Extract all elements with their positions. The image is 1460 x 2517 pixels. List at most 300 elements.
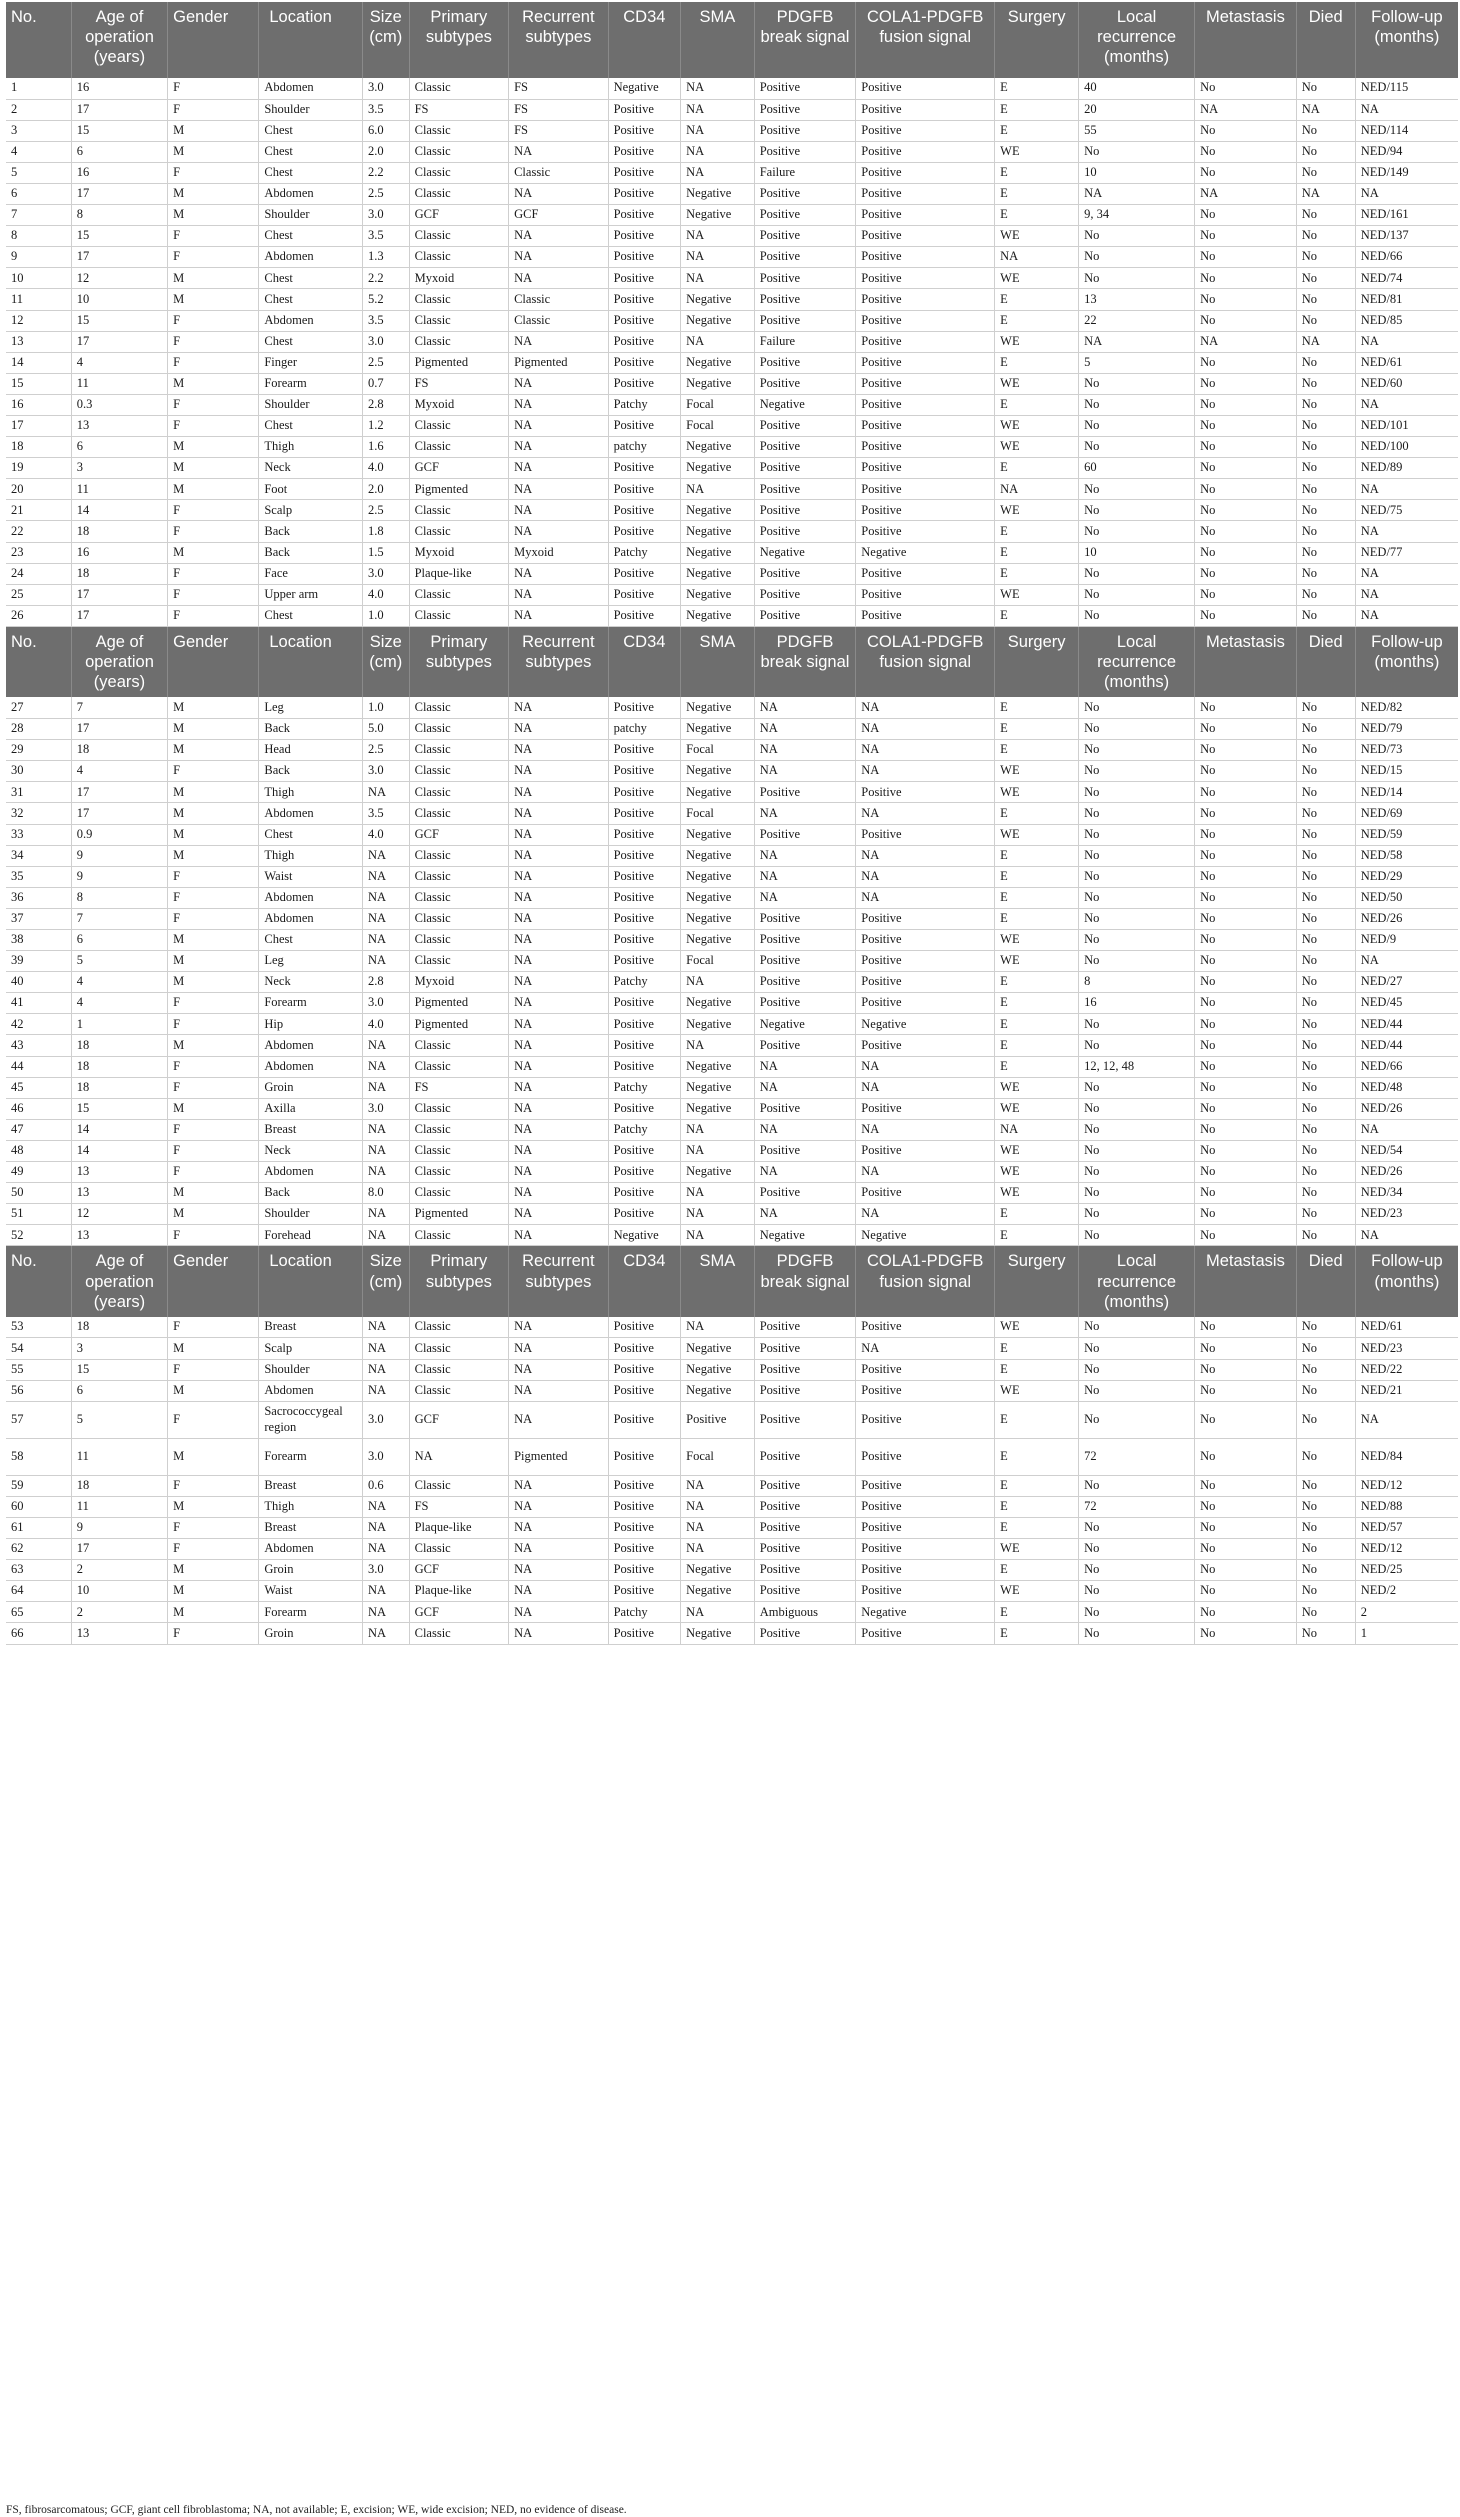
table-cell: Plaque-like [409, 563, 508, 584]
table-cell: NA [409, 1438, 508, 1475]
table-cell: 21 [6, 500, 71, 521]
table-cell: Ambiguous [754, 1602, 856, 1623]
table-cell: NA [1355, 1401, 1458, 1438]
table-cell: NA [856, 1056, 995, 1077]
table-cell: 49 [6, 1162, 71, 1183]
table-row [6, 458, 1458, 479]
table-row [6, 740, 1458, 761]
table-cell: F [168, 1077, 259, 1098]
table-cell: M [168, 719, 259, 740]
table-cell: GCF [409, 1602, 508, 1623]
table-cell: Forearm [259, 373, 363, 394]
table-cell: Chest [259, 226, 363, 247]
table-cell: 11 [71, 1438, 167, 1475]
table-cell: WE [995, 1162, 1079, 1183]
table-cell: Positive [754, 205, 856, 226]
table-cell: Positive [608, 183, 681, 204]
table-cell: WE [995, 761, 1079, 782]
table-cell: NA [509, 1056, 608, 1077]
table-cell: Positive [608, 205, 681, 226]
table-cell: 8 [1079, 972, 1195, 993]
table-cell: 1.6 [362, 437, 409, 458]
table-cell: Neck [259, 972, 363, 993]
table-cell: NED/115 [1355, 78, 1458, 99]
table-cell: No [1079, 1602, 1195, 1623]
table-cell: 4 [71, 761, 167, 782]
table-cell: Negative [681, 521, 755, 542]
table-cell: NA [681, 162, 755, 183]
table-cell: F [168, 761, 259, 782]
clinical-data-table [6, 2, 1458, 1645]
table-cell: No [1195, 1140, 1297, 1161]
table-cell: No [1195, 437, 1297, 458]
table-cell: 10 [1079, 542, 1195, 563]
table-cell: WE [995, 437, 1079, 458]
table-cell: M [168, 697, 259, 718]
table-cell: Negative [681, 352, 755, 373]
table-cell: Positive [608, 247, 681, 268]
table-cell: Classic [409, 719, 508, 740]
table-cell: Patchy [608, 972, 681, 993]
table-cell: Positive [608, 951, 681, 972]
table-cell: Positive [608, 887, 681, 908]
table-cell: Positive [856, 1438, 995, 1475]
table-cell: No [1296, 289, 1355, 310]
table-cell: NA [681, 1035, 755, 1056]
table-cell: Classic [409, 183, 508, 204]
table-cell: No [1195, 951, 1297, 972]
column-header: COLA1-PDGFB fusion signal [856, 1246, 995, 1317]
table-cell: 6.0 [362, 120, 409, 141]
table-cell: No [1079, 761, 1195, 782]
table-cell: NA [362, 951, 409, 972]
table-cell: NA [856, 1338, 995, 1359]
table-cell: 64 [6, 1581, 71, 1602]
table-cell: NA [856, 1204, 995, 1225]
table-cell: F [168, 605, 259, 626]
table-cell: No [1195, 866, 1297, 887]
table-cell: NED/85 [1355, 310, 1458, 331]
table-row [6, 1496, 1458, 1517]
table-cell: NA [1355, 394, 1458, 415]
table-cell: Pigmented [509, 352, 608, 373]
table-cell: No [1079, 373, 1195, 394]
table-cell: Positive [856, 1359, 995, 1380]
table-cell: 9, 34 [1079, 205, 1195, 226]
table-cell: 4 [71, 972, 167, 993]
table-cell: Positive [856, 1560, 995, 1581]
table-cell: Positive [856, 824, 995, 845]
table-cell: 3 [71, 458, 167, 479]
table-cell: NA [681, 1602, 755, 1623]
table-cell: Abdomen [259, 1380, 363, 1401]
table-cell: Positive [856, 1496, 995, 1517]
table-cell: M [168, 373, 259, 394]
table-cell: NA [509, 416, 608, 437]
table-cell: Negative [681, 782, 755, 803]
table-cell: Positive [608, 1056, 681, 1077]
table-cell: NA [509, 866, 608, 887]
table-cell: NA [509, 479, 608, 500]
table-cell: NA [754, 719, 856, 740]
column-header: Primary subtypes [409, 1246, 508, 1317]
table-cell: WE [995, 331, 1079, 352]
table-cell: M [168, 845, 259, 866]
table-cell: 2 [71, 1560, 167, 1581]
table-cell: Classic [409, 782, 508, 803]
table-cell: Positive [754, 1380, 856, 1401]
table-cell: Focal [681, 740, 755, 761]
table-row [6, 500, 1458, 521]
table-cell: Positive [754, 908, 856, 929]
table-cell: Positive [754, 458, 856, 479]
table-cell: WE [995, 1380, 1079, 1401]
column-header: Gender [168, 626, 259, 697]
table-cell: NA [509, 740, 608, 761]
table-cell: NA [509, 1162, 608, 1183]
table-cell: F [168, 394, 259, 415]
table-cell: 3.0 [362, 205, 409, 226]
table-cell: No [1296, 1475, 1355, 1496]
table-cell: E [995, 1359, 1079, 1380]
table-cell: M [168, 1183, 259, 1204]
table-cell: Negative [681, 1581, 755, 1602]
table-cell: 4.0 [362, 584, 409, 605]
table-cell: WE [995, 373, 1079, 394]
table-cell: No [1079, 1359, 1195, 1380]
table-cell: No [1195, 1204, 1297, 1225]
table-cell: 44 [6, 1056, 71, 1077]
column-header: Age of operation (years) [71, 1246, 167, 1317]
table-cell: NA [754, 740, 856, 761]
table-cell: Positive [754, 782, 856, 803]
table-cell: Negative [754, 542, 856, 563]
table-cell: 60 [1079, 458, 1195, 479]
table-cell: Positive [754, 141, 856, 162]
table-cell: 1 [6, 78, 71, 99]
table-cell: Focal [681, 394, 755, 415]
table-cell: No [1296, 972, 1355, 993]
table-cell: Positive [608, 1496, 681, 1517]
table-cell: No [1079, 1560, 1195, 1581]
table-cell: Negative [681, 1380, 755, 1401]
table-cell: Classic [509, 289, 608, 310]
table-cell: 47 [6, 1119, 71, 1140]
table-cell: Thigh [259, 845, 363, 866]
table-cell: No [1296, 1225, 1355, 1246]
table-cell: NA [1195, 183, 1297, 204]
table-cell: No [1296, 162, 1355, 183]
table-cell: Groin [259, 1077, 363, 1098]
table-cell: M [168, 437, 259, 458]
table-cell: NA [509, 1014, 608, 1035]
table-cell: M [168, 1338, 259, 1359]
table-cell: 2.5 [362, 740, 409, 761]
table-cell: Positive [608, 416, 681, 437]
column-header: PDGFB break signal [754, 1246, 856, 1317]
table-cell: No [1195, 1475, 1297, 1496]
table-cell: 17 [71, 1539, 167, 1560]
table-cell: Shoulder [259, 1359, 363, 1380]
table-cell: No [1195, 226, 1297, 247]
table-row [6, 1204, 1458, 1225]
table-cell: Positive [856, 1475, 995, 1496]
table-cell: 48 [6, 1140, 71, 1161]
table-cell: NED/22 [1355, 1359, 1458, 1380]
table-cell: WE [995, 1140, 1079, 1161]
table-cell: NA [509, 247, 608, 268]
table-cell: Positive [856, 1140, 995, 1161]
table-cell: NA [362, 1623, 409, 1644]
table-cell: No [1195, 563, 1297, 584]
table-cell: 8.0 [362, 1183, 409, 1204]
table-cell: 24 [6, 563, 71, 584]
table-cell: NA [362, 1517, 409, 1538]
table-cell: 55 [6, 1359, 71, 1380]
table-cell: 13 [71, 1183, 167, 1204]
table-cell: Positive [608, 1623, 681, 1644]
table-cell: No [1195, 352, 1297, 373]
table-cell: F [168, 1539, 259, 1560]
table-cell: F [168, 1140, 259, 1161]
table-cell: NED/54 [1355, 1140, 1458, 1161]
table-cell: 55 [1079, 120, 1195, 141]
table-cell: Classic [409, 1225, 508, 1246]
column-header: No. [6, 2, 71, 78]
table-cell: E [995, 394, 1079, 415]
table-cell: NED/12 [1355, 1539, 1458, 1560]
table-cell: 10 [71, 1581, 167, 1602]
table-cell: F [168, 1359, 259, 1380]
table-cell: 13 [71, 416, 167, 437]
table-cell: 2.5 [362, 183, 409, 204]
table-cell: No [1296, 951, 1355, 972]
table-cell: No [1195, 605, 1297, 626]
table-cell: NA [509, 1517, 608, 1538]
table-cell: Pigmented [409, 1204, 508, 1225]
column-header: SMA [681, 2, 755, 78]
table-cell: Forearm [259, 993, 363, 1014]
table-cell: Classic [409, 247, 508, 268]
table-cell: NED/48 [1355, 1077, 1458, 1098]
table-cell: NA [1195, 331, 1297, 352]
table-row [6, 782, 1458, 803]
column-header: Follow-up (months) [1355, 2, 1458, 78]
table-cell: 8 [6, 226, 71, 247]
table-cell: NA [856, 719, 995, 740]
table-cell: Positive [856, 437, 995, 458]
table-cell: No [1195, 1183, 1297, 1204]
header-row [6, 1246, 1458, 1317]
table-cell: NA [754, 1119, 856, 1140]
table-cell: No [1195, 740, 1297, 761]
table-cell: 15 [71, 226, 167, 247]
table-cell: Pigmented [409, 993, 508, 1014]
table-cell: NA [362, 1056, 409, 1077]
table-cell: Positive [856, 500, 995, 521]
table-cell: No [1195, 1602, 1297, 1623]
table-cell: Positive [754, 1401, 856, 1438]
table-cell: No [1079, 500, 1195, 521]
table-cell: 18 [71, 521, 167, 542]
table-cell: Positive [856, 226, 995, 247]
table-cell: Positive [608, 1359, 681, 1380]
table-cell: Positive [754, 521, 856, 542]
table-row [6, 584, 1458, 605]
table-cell: Positive [856, 972, 995, 993]
table-cell: NA [362, 1119, 409, 1140]
table-cell: M [168, 479, 259, 500]
table-cell: No [1296, 78, 1355, 99]
table-cell: 2.0 [362, 479, 409, 500]
table-cell: NA [681, 1517, 755, 1538]
column-header: Died [1296, 1246, 1355, 1317]
table-cell: No [1195, 761, 1297, 782]
table-cell: Positive [608, 331, 681, 352]
table-cell: E [995, 458, 1079, 479]
table-cell: No [1296, 1056, 1355, 1077]
table-cell: 72 [1079, 1496, 1195, 1517]
column-header: No. [6, 626, 71, 697]
table-cell: F [168, 866, 259, 887]
table-cell: No [1195, 1581, 1297, 1602]
table-cell: NA [509, 226, 608, 247]
table-row [6, 719, 1458, 740]
table-cell: No [1296, 205, 1355, 226]
column-header: Metastasis [1195, 626, 1297, 697]
table-cell: 2.8 [362, 394, 409, 415]
table-cell: No [1195, 1225, 1297, 1246]
table-cell: 18 [6, 437, 71, 458]
table-cell: Chest [259, 605, 363, 626]
table-cell: No [1296, 1359, 1355, 1380]
table-cell: 5.0 [362, 719, 409, 740]
table-cell: NED/14 [1355, 782, 1458, 803]
table-cell: Positive [754, 479, 856, 500]
table-cell: NA [995, 1119, 1079, 1140]
table-cell: F [168, 908, 259, 929]
table-cell: No [1296, 719, 1355, 740]
table-cell: Positive [608, 521, 681, 542]
table-cell: 2.5 [362, 352, 409, 373]
table-cell: Classic [409, 697, 508, 718]
table-cell: 6 [71, 1380, 167, 1401]
table-cell: NA [681, 226, 755, 247]
table-cell: Classic [409, 761, 508, 782]
table-cell: M [168, 1560, 259, 1581]
table-cell: M [168, 1602, 259, 1623]
table-cell: Positive [608, 1475, 681, 1496]
table-cell: E [995, 563, 1079, 584]
table-cell: Abdomen [259, 1539, 363, 1560]
table-cell: M [168, 1438, 259, 1475]
table-cell: Negative [681, 929, 755, 950]
table-cell: NED/66 [1355, 1056, 1458, 1077]
table-cell: No [1079, 563, 1195, 584]
table-cell: F [168, 1225, 259, 1246]
column-header: CD34 [608, 2, 681, 78]
table-cell: Positive [608, 1438, 681, 1475]
table-cell: 3.0 [362, 993, 409, 1014]
table-cell: No [1296, 226, 1355, 247]
table-cell: WE [995, 951, 1079, 972]
table-cell: No [1195, 993, 1297, 1014]
table-cell: 4.0 [362, 824, 409, 845]
table-cell: NA [856, 1162, 995, 1183]
table-cell: Positive [856, 289, 995, 310]
column-header: CD34 [608, 1246, 681, 1317]
table-cell: NA [754, 1056, 856, 1077]
table-cell: Classic [409, 416, 508, 437]
column-header: Location [259, 1246, 363, 1317]
table-cell: E [995, 521, 1079, 542]
table-cell: E [995, 99, 1079, 120]
table-cell: 3.0 [362, 1401, 409, 1438]
table-cell: No [1195, 908, 1297, 929]
table-cell: WE [995, 1317, 1079, 1338]
table-cell: Positive [754, 268, 856, 289]
table-cell: Positive [754, 1140, 856, 1161]
table-cell: NA [362, 1317, 409, 1338]
table-cell: NA [509, 373, 608, 394]
table-cell: No [1296, 373, 1355, 394]
table-cell: No [1296, 1204, 1355, 1225]
table-row [6, 1119, 1458, 1140]
table-cell: 18 [71, 1035, 167, 1056]
table-cell: Positive [754, 605, 856, 626]
table-cell: 18 [71, 563, 167, 584]
table-cell: NA [362, 1077, 409, 1098]
column-header: Local recurrence (months) [1079, 626, 1195, 697]
table-cell: No [1296, 1119, 1355, 1140]
table-cell: Positive [856, 247, 995, 268]
table-cell: NA [1355, 563, 1458, 584]
table-cell: 2 [71, 1602, 167, 1623]
table-row [6, 951, 1458, 972]
table-cell: NA [754, 803, 856, 824]
table-cell: NA [1195, 99, 1297, 120]
table-cell: Positive [608, 1162, 681, 1183]
table-cell: Positive [754, 183, 856, 204]
table-cell: 3.0 [362, 1098, 409, 1119]
table-cell: 5 [1079, 352, 1195, 373]
table-row [6, 563, 1458, 584]
table-cell: NA [362, 1204, 409, 1225]
table-cell: Positive [754, 1183, 856, 1204]
table-cell: NED/58 [1355, 845, 1458, 866]
table-cell: M [168, 1098, 259, 1119]
table-cell: No [1079, 740, 1195, 761]
table-cell: NA [995, 479, 1079, 500]
table-row [6, 1035, 1458, 1056]
table-cell: 11 [71, 373, 167, 394]
table-cell: Neck [259, 458, 363, 479]
table-cell: Negative [681, 605, 755, 626]
table-cell: 13 [6, 331, 71, 352]
table-cell: E [995, 1560, 1079, 1581]
table-cell: NA [681, 1204, 755, 1225]
table-cell: 18 [71, 1475, 167, 1496]
table-cell: No [1079, 141, 1195, 162]
table-cell: Positive [754, 993, 856, 1014]
table-cell: NA [1355, 1225, 1458, 1246]
table-cell: Classic [409, 740, 508, 761]
table-cell: No [1296, 310, 1355, 331]
table-cell: NED/75 [1355, 500, 1458, 521]
table-cell: Positive [608, 782, 681, 803]
table-cell: patchy [608, 719, 681, 740]
table-cell: 4.0 [362, 458, 409, 479]
